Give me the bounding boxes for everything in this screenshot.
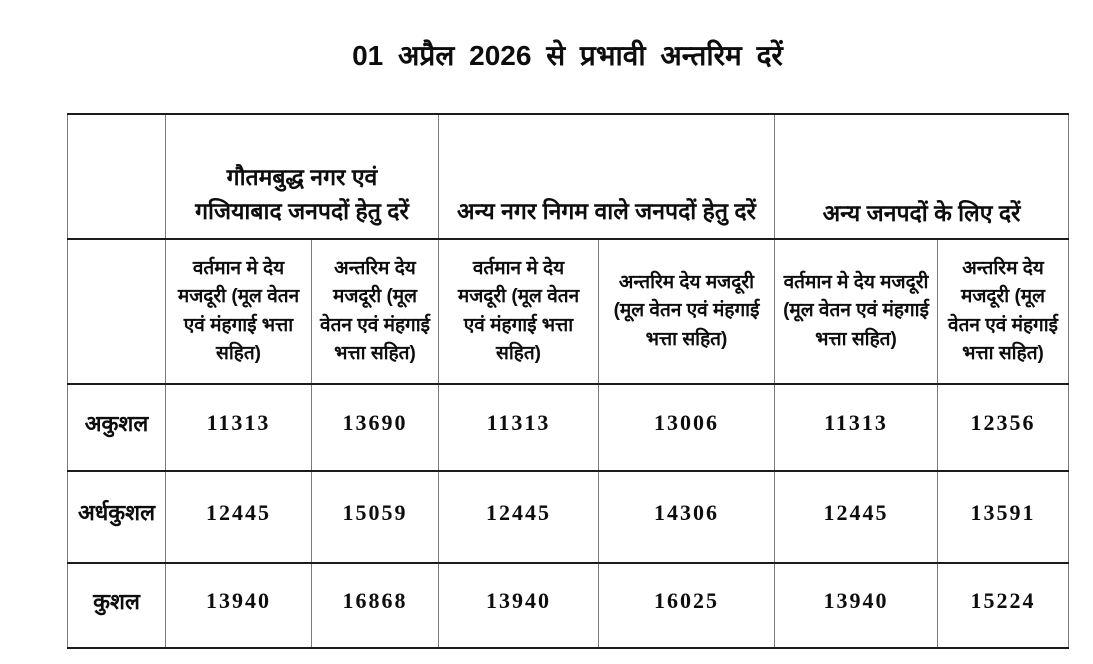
- wage-value: 13591: [938, 471, 1069, 563]
- table-row-unskilled: [68, 384, 1069, 471]
- wage-value: 15224: [938, 563, 1069, 648]
- subheader-interim-wage-3: अन्तरिम देय मजदूरी (मूल वेतन एवं मंहगाई भत्ता सहित): [938, 239, 1069, 384]
- group-header-other-districts: अन्य जनपदों के लिए दरें: [775, 114, 1069, 239]
- wage-value: 16025: [599, 563, 775, 648]
- wage-value: 13940: [166, 563, 312, 648]
- row-label-semiskilled: अर्धकुशल: [68, 471, 166, 563]
- row-label-unskilled: अकुशल: [68, 384, 166, 471]
- wage-value: 12445: [439, 471, 599, 563]
- wage-value: 15059: [312, 471, 439, 563]
- wage-value: 13690: [312, 384, 439, 471]
- wage-value: 11313: [166, 384, 312, 471]
- group-header-row: [68, 114, 1069, 239]
- table-row-semiskilled: [68, 471, 1069, 563]
- wage-rates-table: [67, 113, 1069, 649]
- wage-value: 16868: [312, 563, 439, 648]
- wage-value: 11313: [775, 384, 938, 471]
- wage-value: 13940: [439, 563, 599, 648]
- table-row-skilled: [68, 563, 1069, 648]
- corner-cell-bottom: [68, 239, 166, 384]
- subheader-current-wage-2: वर्तमान मे देय मजदूरी (मूल वेतन एवं मंहगाई भत्ता सहित): [439, 239, 599, 384]
- wage-value: 14306: [599, 471, 775, 563]
- corner-cell-top: [68, 114, 166, 239]
- row-label-skilled: कुशल: [68, 563, 166, 648]
- subheader-interim-wage-1: अन्तरिम देय मजदूरी (मूल वेतन एवं मंहगाई भत्ता सहित): [312, 239, 439, 384]
- group-header-gautambudh-ghaziabad: गौतमबुद्ध नगर एवं गजियाबाद जनपदों हेतु दरें: [166, 114, 439, 239]
- subheader-interim-wage-2: अन्तरिम देय मजदूरी (मूल वेतन एवं मंहगाई भत्ता सहित): [599, 239, 775, 384]
- wage-value: 12356: [938, 384, 1069, 471]
- page-title: 01 अप्रैल 2026 से प्रभावी अन्तरिम दरें: [352, 40, 783, 71]
- wage-value: 12445: [166, 471, 312, 563]
- sub-header-row: [68, 239, 1069, 384]
- group-header-other-municipal: अन्य नगर निगम वाले जनपदों हेतु दरें: [439, 114, 775, 239]
- subheader-current-wage-3: वर्तमान मे देय मजदूरी (मूल वेतन एवं मंहगाई भत्ता सहित): [775, 239, 938, 384]
- subheader-current-wage-1: वर्तमान मे देय मजदूरी (मूल वेतन एवं मंहगाई भत्ता सहित): [166, 239, 312, 384]
- wage-value: 13006: [599, 384, 775, 471]
- wage-value: 11313: [439, 384, 599, 471]
- wage-value: 13940: [775, 563, 938, 648]
- wage-value: 12445: [775, 471, 938, 563]
